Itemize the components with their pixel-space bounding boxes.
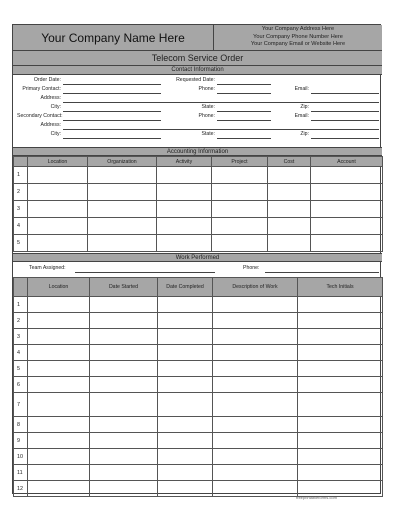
accounting-row-number: 4 [14, 218, 28, 235]
work-row [14, 361, 383, 377]
work-cell[interactable] [298, 345, 383, 361]
work-cell[interactable] [158, 393, 213, 417]
work-col-number [14, 278, 28, 297]
work-row-number: 4 [14, 345, 28, 361]
accounting-col-activity: Activity [157, 157, 212, 167]
work-cell[interactable] [90, 433, 158, 449]
work-cell[interactable] [213, 393, 298, 417]
accounting-cell[interactable] [157, 218, 212, 235]
accounting-cell[interactable] [212, 201, 268, 218]
accounting-col-account: Account [311, 157, 383, 167]
work-row [14, 465, 383, 481]
requested-date-label: Requested Date: [176, 77, 215, 83]
city2-label: City: [50, 131, 61, 137]
order-date-label: Order Date: [33, 77, 61, 83]
work-row [14, 449, 383, 465]
accounting-table [13, 156, 383, 252]
state1-label: State: [201, 104, 215, 110]
primary-contact-field[interactable] [63, 93, 161, 94]
accounting-cell[interactable] [311, 184, 383, 201]
work-cell[interactable] [158, 433, 213, 449]
work-row-number: 3 [14, 329, 28, 345]
company-name: Your Company Name Here [13, 25, 214, 51]
work-cell[interactable] [158, 449, 213, 465]
accounting-row [14, 235, 383, 252]
accounting-cell[interactable] [28, 235, 88, 252]
accounting-cell[interactable] [157, 184, 212, 201]
work-cell[interactable] [90, 417, 158, 433]
work-cell[interactable] [298, 297, 383, 313]
state1-field[interactable] [217, 111, 271, 112]
work-cell[interactable] [28, 417, 90, 433]
work-row [14, 393, 383, 417]
footer-credit: freeprintableforms.com [296, 495, 337, 500]
accounting-col-project: Project [212, 157, 268, 167]
zip2-field[interactable] [311, 138, 379, 139]
accounting-rows [14, 167, 383, 252]
work-row [14, 417, 383, 433]
accounting-cell[interactable] [311, 167, 383, 184]
accounting-cell[interactable] [212, 235, 268, 252]
contact-section-header: Contact Information [13, 66, 382, 75]
work-cell[interactable] [298, 393, 383, 417]
work-cell[interactable] [298, 361, 383, 377]
work-cell[interactable] [90, 297, 158, 313]
accounting-cell[interactable] [268, 218, 311, 235]
work-cell[interactable] [90, 449, 158, 465]
work-cell[interactable] [90, 329, 158, 345]
email2-label: Email: [294, 113, 309, 119]
work-col-date-completed: Date Completed [158, 278, 213, 297]
city2-field[interactable] [63, 138, 161, 139]
accounting-col-organization: Organization [88, 157, 157, 167]
state2-label: State: [201, 131, 215, 137]
accounting-cell[interactable] [88, 235, 157, 252]
work-col-description: Description of Work [213, 278, 298, 297]
work-cell[interactable] [213, 449, 298, 465]
secondary-contact-field[interactable] [63, 120, 161, 121]
phone2-field[interactable] [217, 120, 271, 121]
work-cell[interactable] [213, 297, 298, 313]
work-cell[interactable] [28, 449, 90, 465]
work-cell[interactable] [90, 361, 158, 377]
accounting-col-location: Location [28, 157, 88, 167]
work-cell[interactable] [90, 313, 158, 329]
accounting-cell[interactable] [311, 218, 383, 235]
accounting-cell[interactable] [28, 201, 88, 218]
work-cell[interactable] [158, 465, 213, 481]
work-header-row [14, 278, 383, 297]
work-row-number: 11 [14, 465, 28, 481]
work-cell[interactable] [28, 465, 90, 481]
work-cell[interactable] [213, 377, 298, 393]
accounting-cell[interactable] [28, 218, 88, 235]
work-cell[interactable] [298, 313, 383, 329]
team-phone-label: Phone: [243, 265, 260, 271]
city1-field[interactable] [63, 111, 161, 112]
work-cell[interactable] [213, 313, 298, 329]
work-cell[interactable] [90, 465, 158, 481]
email1-field[interactable] [311, 93, 379, 94]
work-cell[interactable] [28, 329, 90, 345]
team-phone-field[interactable] [265, 272, 379, 273]
work-row [14, 433, 383, 449]
accounting-cell[interactable] [88, 184, 157, 201]
work-cell[interactable] [298, 417, 383, 433]
accounting-section-header: Accounting Information [13, 147, 382, 156]
work-cell[interactable] [213, 481, 298, 497]
work-row [14, 377, 383, 393]
work-col-date-started: Date Started [90, 278, 158, 297]
work-col-location: Location [28, 278, 90, 297]
accounting-cell[interactable] [88, 201, 157, 218]
accounting-cell[interactable] [212, 184, 268, 201]
city1-label: City: [50, 104, 61, 110]
work-cell[interactable] [298, 433, 383, 449]
work-row [14, 297, 383, 313]
work-cell[interactable] [28, 297, 90, 313]
work-cell[interactable] [298, 377, 383, 393]
work-cell[interactable] [158, 297, 213, 313]
accounting-row [14, 167, 383, 184]
primary-contact-label: Primary Contact: [22, 86, 61, 92]
work-cell[interactable] [158, 377, 213, 393]
form-title: Telecom Service Order [13, 51, 382, 66]
work-cell[interactable] [213, 417, 298, 433]
email1-label: Email: [294, 86, 309, 92]
accounting-cell[interactable] [88, 167, 157, 184]
work-col-tech-initials: Tech Initials [298, 278, 383, 297]
accounting-cell[interactable] [268, 235, 311, 252]
zip1-label: Zip: [300, 104, 309, 110]
work-row [14, 313, 383, 329]
work-row-number: 7 [14, 393, 28, 417]
work-cell[interactable] [28, 313, 90, 329]
work-cell[interactable] [298, 449, 383, 465]
team-assigned-field[interactable] [75, 272, 215, 273]
accounting-cell[interactable] [157, 167, 212, 184]
accounting-cell[interactable] [212, 218, 268, 235]
service-order-form [12, 24, 381, 494]
work-row-number: 2 [14, 313, 28, 329]
work-cell[interactable] [213, 465, 298, 481]
secondary-contact-label: Secondary Contact: [17, 113, 63, 119]
state2-field[interactable] [217, 138, 271, 139]
accounting-row [14, 201, 383, 218]
work-cell[interactable] [28, 433, 90, 449]
work-row [14, 329, 383, 345]
work-cell[interactable] [213, 433, 298, 449]
accounting-header-row [14, 157, 383, 167]
address1-label: Address: [40, 95, 61, 101]
work-cell[interactable] [158, 345, 213, 361]
zip1-field[interactable] [311, 111, 379, 112]
accounting-col-number [14, 157, 28, 167]
work-cell[interactable] [158, 329, 213, 345]
zip2-label: Zip: [300, 131, 309, 137]
work-cell[interactable] [158, 481, 213, 497]
work-cell[interactable] [28, 377, 90, 393]
work-cell[interactable] [90, 345, 158, 361]
work-cell[interactable] [90, 481, 158, 497]
accounting-col-cost: Cost [268, 157, 311, 167]
work-table [13, 277, 383, 497]
email2-field[interactable] [311, 120, 379, 121]
accounting-row-number: 2 [14, 184, 28, 201]
accounting-cell[interactable] [157, 201, 212, 218]
accounting-cell[interactable] [28, 184, 88, 201]
accounting-cell[interactable] [268, 201, 311, 218]
work-row-number: 6 [14, 377, 28, 393]
work-cell[interactable] [28, 393, 90, 417]
work-cell[interactable] [298, 465, 383, 481]
accounting-cell[interactable] [268, 167, 311, 184]
accounting-cell[interactable] [311, 201, 383, 218]
work-row-number: 12 [14, 481, 28, 497]
company-info [214, 25, 382, 51]
work-cell[interactable] [213, 345, 298, 361]
address2-label: Address: [40, 122, 61, 128]
work-cell[interactable] [298, 329, 383, 345]
work-row-number: 8 [14, 417, 28, 433]
accounting-cell[interactable] [212, 167, 268, 184]
work-cell[interactable] [158, 361, 213, 377]
team-assigned-label: Team Assigned: [29, 265, 66, 271]
work-cell[interactable] [213, 361, 298, 377]
work-row [14, 345, 383, 361]
work-cell[interactable] [213, 329, 298, 345]
accounting-row-number: 1 [14, 167, 28, 184]
order-date-field[interactable] [63, 84, 161, 85]
accounting-cell[interactable] [157, 235, 212, 252]
phone1-field[interactable] [217, 93, 271, 94]
work-row-number: 1 [14, 297, 28, 313]
work-row-number: 10 [14, 449, 28, 465]
phone2-label: Phone: [198, 113, 215, 119]
work-cell[interactable] [28, 361, 90, 377]
accounting-cell[interactable] [28, 167, 88, 184]
company-phone: Your Company Phone Number Here [253, 33, 343, 40]
work-cell[interactable] [90, 377, 158, 393]
accounting-cell[interactable] [311, 235, 383, 252]
company-email: Your Company Email or Website Here [250, 41, 346, 48]
accounting-cell[interactable] [88, 218, 157, 235]
phone1-label: Phone: [198, 86, 215, 92]
work-row-number: 9 [14, 433, 28, 449]
work-cell[interactable] [158, 417, 213, 433]
accounting-row [14, 184, 383, 201]
company-address: Your Company Address Here [261, 26, 335, 32]
work-cell[interactable] [28, 345, 90, 361]
address1-field[interactable] [63, 102, 379, 103]
requested-date-field[interactable] [217, 84, 271, 85]
work-rows [14, 297, 383, 497]
work-section-header: Work Performed [13, 253, 382, 262]
work-cell[interactable] [90, 393, 158, 417]
address2-field[interactable] [63, 129, 379, 130]
work-cell[interactable] [28, 481, 90, 497]
accounting-cell[interactable] [268, 184, 311, 201]
accounting-row [14, 218, 383, 235]
work-cell[interactable] [158, 313, 213, 329]
accounting-row-number: 5 [14, 235, 28, 252]
accounting-row-number: 3 [14, 201, 28, 218]
work-row-number: 5 [14, 361, 28, 377]
